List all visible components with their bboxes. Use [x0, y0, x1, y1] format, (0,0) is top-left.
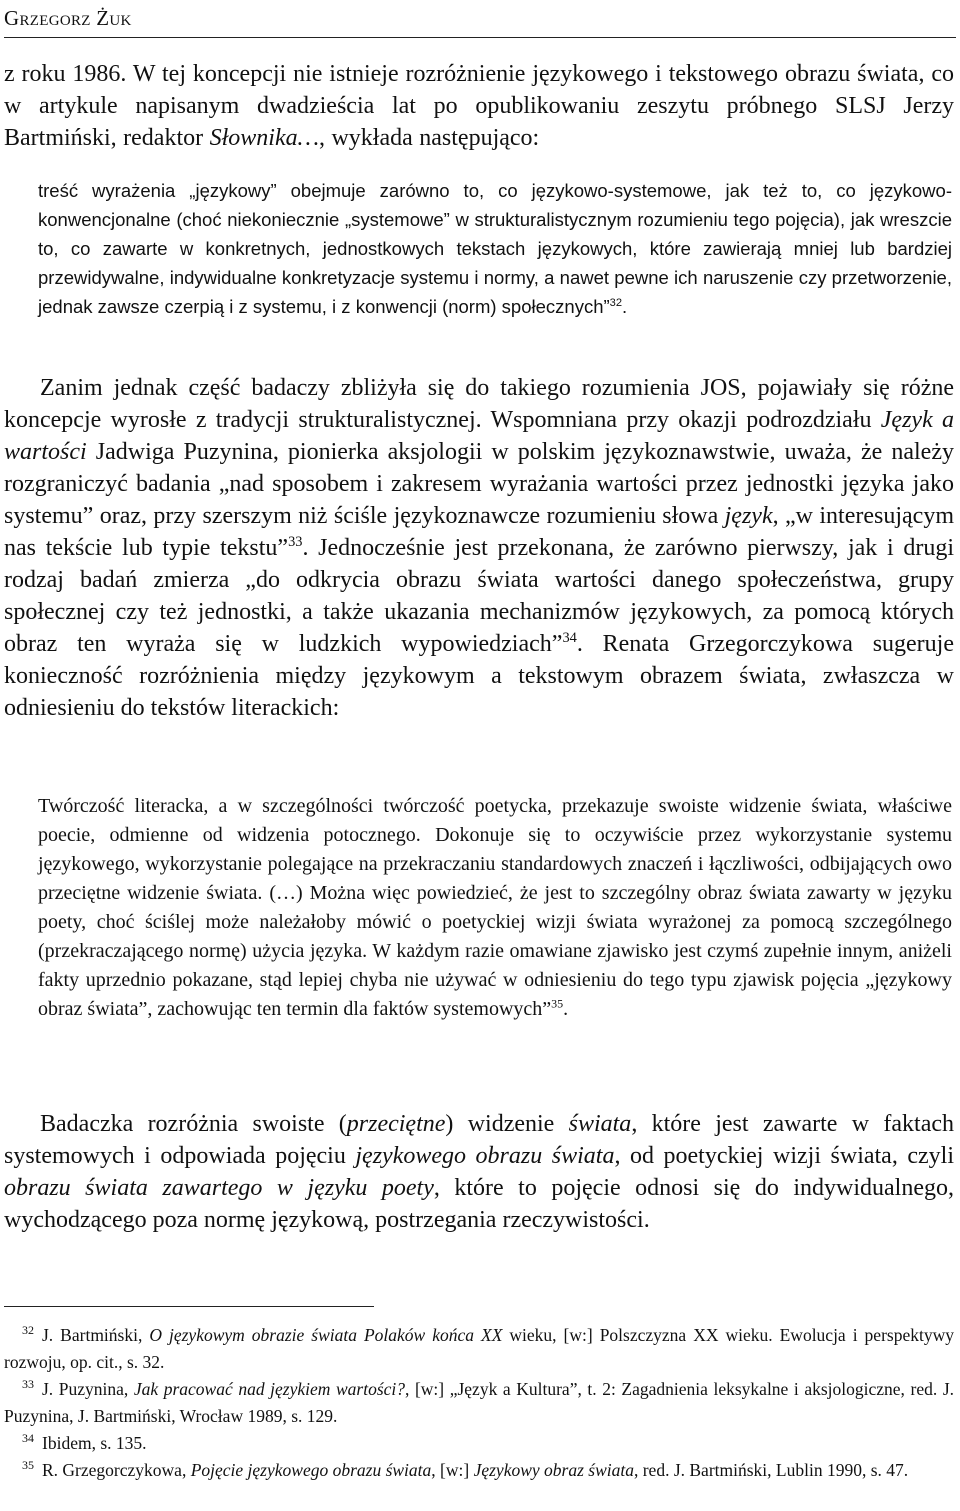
p2-text-g: . Renata Grzegorczykowa sugeruje konieczność rozróżnienia między językowym a tekstowym obrazem świata, zwłaszcza w odniesieniu do tekstów literackich:	[4, 631, 954, 721]
footnote-ref-33[interactable]: 33	[288, 534, 303, 550]
p1-text-a: z roku 1986. W tej koncepcji nie istnieje rozróżnienie językowego i tekstowego obrazu świata, co w artykule napisanym dwadzieścia lat po opublikowaniu zeszytu próbnego SLSJ Jerzy Bartmiński, redaktor	[4, 61, 954, 151]
p3-text-g: , od poetyckiej wizji świata	[614, 1143, 892, 1169]
paragraph-3	[4, 1108, 954, 1236]
footnote-text: J. Puzynina,	[42, 1379, 134, 1399]
p2-text-a: Zanim jednak część badaczy zbliżyła się do takiego rozumienia JOS, pojawiały się różne koncepcje wyrosłe z tradycji strukturalistycznej. Wspomniana przy okazji podrozdziału	[4, 375, 954, 433]
paragraph-2	[4, 372, 954, 724]
p3-text-c: ) widzenie	[445, 1111, 569, 1137]
q1-end: .	[622, 296, 628, 317]
running-header	[4, 6, 956, 38]
footnote-text: Ibidem, s. 135.	[42, 1433, 147, 1453]
p3-text-j: , które to pojęcie odnosi się do indywidualnego, wychodzącego poza normę językową, postrzegania rzeczywistości.	[4, 1175, 954, 1233]
footnote-34: 34 Ibidem, s. 135.	[22, 1431, 147, 1453]
p3-text-h: , czyli	[891, 1143, 955, 1169]
footnote-title: Jak pracować nad językiem wartości?	[133, 1379, 406, 1399]
q2-text: Twórczość literacka, a w szczególności twórczość poetycka, przekazuje swoiste widzenie świata, właściwe poecie, odmienne od widzenia potocznego. Dokonuje się to oczywiście przez wykorzystanie systemu językowego, wykorzystanie polegające na przekraczaniu standardowych znaczeń i łączliwości, odbijających owo przeciętne widzenie świata. (…) Można więc powiedzieć, że jest to szczególny obraz świata zawarty w języku poety, choć ściślej może należałoby mówić o poetyckiej wizji świata wyrażonej za pomocą szczególnego (przekraczającego normę) użycia języka. W każdym razie omawiane zjawisko jest czymś zupełnie innym, aniżeli fakty uprzednio pokazane, stąd lepiej chyba nie używać w odniesieniu do tego typu zjawisk pojęcia „językowy obraz świata”, zachowując ten termin dla faktów systemowych”	[38, 795, 952, 1020]
footnote-text: wieku, [w:] Polszczyzna XX wieku. Ewolucja i perspektywy rozwoju, op. cit., s. 32.	[4, 1325, 954, 1372]
p2-text-c: Jadwiga Puzynina, pionierka aksjologii w polskim językoznawstwie, uważa, że należy rozgraniczyć badania „nad sposobem i zakresem wyrażania wartości przez jednostki języka jako systemu” oraz, przy szerszym niż ściśle językoznawcze rozumieniu słowa	[4, 439, 954, 529]
header-author: Grzegorz Żuk	[4, 6, 132, 30]
p1-text-c: , wykłada następująco:	[318, 125, 540, 151]
p3-text-a: Badaczka rozróżnia swoiste (	[40, 1111, 347, 1137]
p1-dictionary-title: Słownika…	[209, 125, 319, 151]
p2-subchapter-title: Język a wartości	[4, 407, 955, 465]
footnote-text: , red. J. Bartmiński, Lublin 1990, s. 47.	[633, 1460, 909, 1480]
q2-end: .	[563, 998, 569, 1020]
p3-italic-przecietne: przeciętne	[346, 1111, 446, 1137]
p3-text-e: , które jest zawarte w faktach systemowych i odpowiada pojęciu	[4, 1111, 954, 1169]
footnote-title: Pojęcie językowego obrazu świata	[190, 1460, 432, 1480]
p2-word-jezyk: język	[724, 503, 773, 529]
footnote-text: , [w:] „Język a Kultura”, t. 2: Zagadnienia leksykalne i aksjologiczne, red. J. Puzynina, J. Bartmiński, Wrocław 1989, s. 129.	[4, 1379, 954, 1426]
footnote-33: 33 J. Puzynina, Jak pracować nad językiem wartości?, [w:] „Język a Kultura”, t. 2: Zagadnienia leksykalne i aksjologiczne, red. J. Puzynina, J. Bartmiński, Wrocław 1989, s. 129.	[4, 1377, 954, 1426]
p3-italic-swiata: świata	[568, 1111, 632, 1137]
q1-text: treść wyrażenia „językowy” obejmuje zarówno to, co językowo-systemowe, jak też to, co językowo-konwencjonalne (choć niekoniecznie „systemowe” w strukturalistycznym rozumieniu tego pojęcia), jak wreszcie to, co zawarte w konkretnych, jednostkowych tekstach językowych, które zawierają mniej lub bardziej przewidywalne, indywidualne konkretyzacje systemu i normy, a nawet pewne ich naruszenie czy przetworzenie, jednak zawsze czerpią i z systemu, i z konwencji (norm) społecznych”	[38, 180, 952, 317]
footnote-separator	[4, 1306, 374, 1307]
paragraph-1	[4, 58, 954, 154]
footnote-32: 32 J. Bartmiński, O językowym obrazie świata Polaków końca XX wieku, [w:] Polszczyzna XX wieku. Ewolucja i perspektywy rozwoju, op. cit., s. 32.	[4, 1323, 954, 1372]
footnote-ref-32[interactable]: 32	[609, 296, 622, 309]
footnote-35: 35 R. Grzegorczykowa, Pojęcie językowego obrazu świata, [w:] Językowy obraz świata, red. J. Bartmiński, Lublin 1990, s. 47.	[22, 1458, 909, 1480]
p3-italic-jos: językowego obrazu świata	[355, 1143, 615, 1169]
footnote-title: Językowy obraz świata	[473, 1460, 634, 1480]
footnote-text: , [w:]	[431, 1460, 474, 1480]
p3-italic-obraz-poety: obrazu świata zawartego w języku poety	[4, 1175, 434, 1201]
quote-bartminski	[38, 176, 952, 321]
footnote-ref-34[interactable]: 34	[562, 630, 577, 646]
p2-text-e: , „w interesującym nas tekście lub typie tekstu”	[4, 503, 954, 561]
p2-text-f: . Jednocześnie jest przekonana, że zarówno pierwszy, jak i drugi rodzaj badań zmierza „do odkrycia obrazu świata wartości danego społeczeństwa, grupy społecznej czy też jednostki, a także ukazania mechanizmów językowych, za pomocą których obraz ten wyraża się w ludzkich wypowiedziach”	[4, 535, 954, 657]
quote-grzegorczykowa	[38, 792, 952, 1024]
footnote-title: O językowym obrazie świata Polaków końca XX	[149, 1325, 503, 1345]
footnote-ref-35[interactable]: 35	[551, 996, 564, 1011]
footnote-text: J. Bartmiński,	[42, 1325, 150, 1345]
footnote-text: R. Grzegorczykowa,	[42, 1460, 191, 1480]
